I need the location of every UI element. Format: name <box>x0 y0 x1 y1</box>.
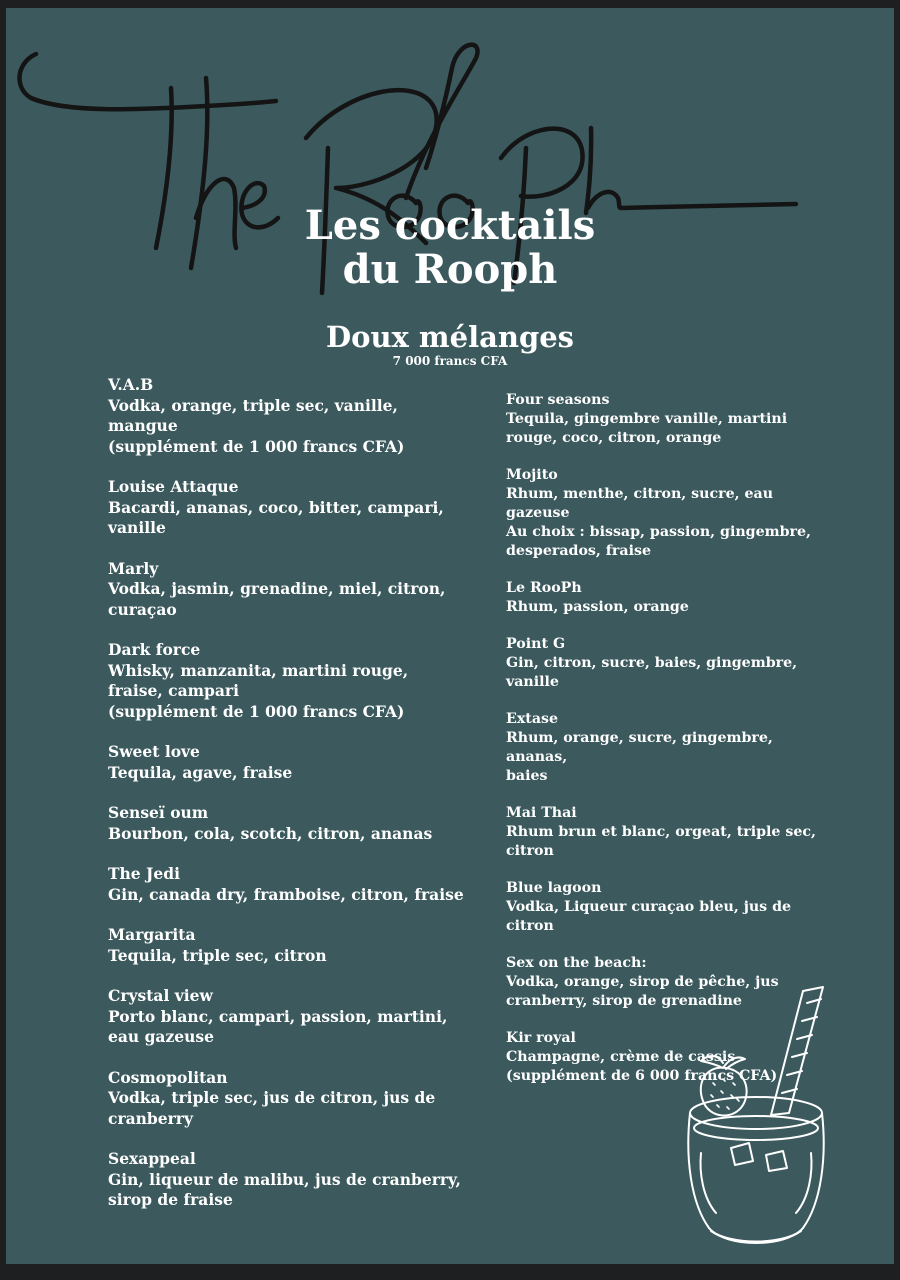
cocktail-name: Sweet love <box>108 742 200 761</box>
cocktail-ingredients: Vodka, jasmin, grenadine, miel, citron, curaçao <box>108 579 446 619</box>
cocktail-ingredients: Vodka, triple sec, jus de citron, jus de cranberry <box>108 1088 436 1128</box>
cocktail-note: Au choix : bissap, passion, gingembre, desperados, fraise <box>506 524 811 559</box>
cocktail-glass-illustration <box>671 973 851 1253</box>
section-price: 7 000 francs CFA <box>392 354 508 368</box>
cocktail-ingredients: Tequila, triple sec, citron <box>108 945 327 965</box>
cocktail-name: Margarita <box>108 925 196 944</box>
cocktail-item <box>108 1068 468 1130</box>
cocktail-item <box>506 879 836 936</box>
menu-page <box>6 8 894 1264</box>
cocktail-note: (supplément de 1 000 francs CFA) <box>108 436 405 456</box>
cocktail-ingredients: Rhum, passion, orange <box>506 599 689 615</box>
cocktail-name: Mai Thai <box>506 805 577 821</box>
cocktail-item <box>108 477 468 539</box>
cocktail-note: (supplément de 6 000 francs CFA) <box>506 1068 778 1084</box>
cocktail-list-left <box>108 375 468 1231</box>
cocktail-ingredients: Rhum, menthe, citron, sucre, eau gazeuse <box>506 486 774 521</box>
cocktail-item <box>506 635 836 692</box>
cocktail-note: (supplément de 1 000 francs CFA) <box>108 701 405 721</box>
page-title-line-1: Les cocktails <box>304 202 596 249</box>
cocktail-name: Mojito <box>506 467 558 483</box>
cocktail-ingredients: Champagne, crème de cassis <box>506 1049 736 1065</box>
page-title-line-2: du Rooph <box>342 246 558 293</box>
cocktail-ingredients: Tequila, agave, fraise <box>108 762 293 782</box>
cocktail-item <box>506 466 836 561</box>
cocktail-name: V.A.B <box>108 375 154 394</box>
cocktail-item <box>108 640 468 722</box>
cocktail-name: Le RooPh <box>506 580 582 596</box>
cocktail-ingredients: Bacardi, ananas, coco, bitter, campari, vanille <box>108 497 444 537</box>
cocktail-name: Kir royal <box>506 1030 576 1046</box>
cocktail-name: Dark force <box>108 640 201 659</box>
cocktail-ingredients: Gin, liqueur de malibu, jus de cranberry, sirop de fraise <box>108 1169 461 1209</box>
cocktail-ingredients: Whisky, manzanita, martini rouge, fraise, campari <box>108 660 409 700</box>
cocktail-ingredients: Gin, citron, sucre, baies, gingembre, vanille <box>506 655 798 690</box>
cocktail-item <box>108 742 468 783</box>
cocktail-name: Four seasons <box>506 392 610 408</box>
cocktail-ingredients: Tequila, gingembre vanille, martini rouge, coco, citron, orange <box>506 411 788 446</box>
cocktail-name: Sexappeal <box>108 1149 196 1168</box>
cocktail-item <box>506 391 836 448</box>
cocktail-name: Sex on the beach: <box>506 955 647 971</box>
cocktail-item <box>506 804 836 861</box>
cocktail-ingredients: Bourbon, cola, scotch, citron, ananas <box>108 823 433 843</box>
cocktail-item <box>108 864 468 905</box>
cocktail-ingredients: Vodka, orange, sirop de pêche, jus cranberry, sirop de grenadine <box>506 974 779 1009</box>
cocktail-ingredients: Vodka, Liqueur curaçao bleu, jus de citron <box>506 899 792 934</box>
cocktail-item <box>108 375 468 457</box>
section-title: Doux mélanges <box>325 320 575 354</box>
cocktail-item <box>506 710 836 786</box>
cocktail-ingredients: Rhum, orange, sucre, gingembre, ananas, baies <box>506 730 773 784</box>
cocktail-name: Marly <box>108 558 159 578</box>
cocktail-ingredients: Porto blanc, campari, passion, martini, eau gazeuse <box>108 1006 448 1046</box>
cocktail-item <box>506 579 836 617</box>
cocktail-item <box>108 803 468 844</box>
cocktail-name: Senseï oum <box>108 803 209 822</box>
cocktail-name: Crystal view <box>108 986 213 1005</box>
cocktail-item <box>108 986 468 1048</box>
cocktail-item <box>108 1149 468 1211</box>
cocktail-name: Extase <box>506 711 559 727</box>
cocktail-name: Louise Attaque <box>108 477 239 496</box>
cocktail-item <box>108 559 468 621</box>
cocktail-ingredients: Rhum brun et blanc, orgeat, triple sec, citron <box>506 824 816 859</box>
cocktail-name: Blue lagoon <box>506 880 602 896</box>
cocktail-name: The Jedi <box>108 864 180 883</box>
cocktail-item <box>108 925 468 966</box>
cocktail-name: Cosmopolitan <box>108 1067 228 1087</box>
cocktail-ingredients: Gin, canada dry, framboise, citron, fraise <box>108 884 464 904</box>
cocktail-name: Point G <box>506 636 566 652</box>
cocktail-ingredients: Vodka, orange, triple sec, vanille, mangue <box>108 395 398 435</box>
